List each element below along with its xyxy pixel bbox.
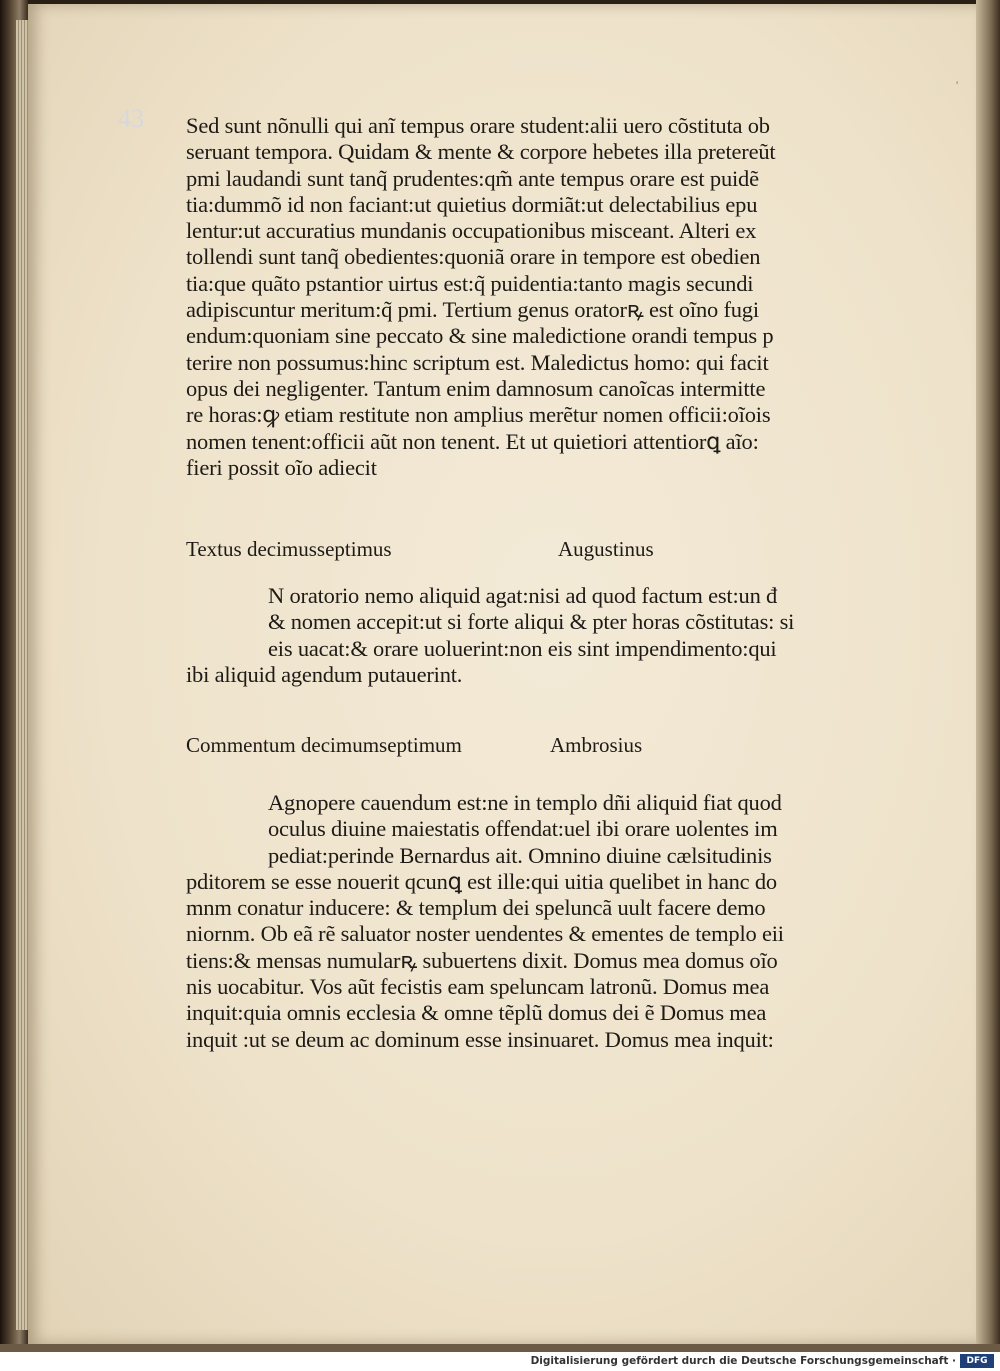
body-line: pmi laudandi sunt tanq̃ prudentes:qm̃ ante tempus orare est puidẽ xyxy=(186,165,759,191)
margin-mark: ' xyxy=(956,78,959,92)
comment-line: nis uocabitur. Vos aũt fecistis eam speluncam latronũ. Domus mea xyxy=(186,974,770,1000)
footer-credit: Digitalisierung gefördert durch die Deutsche Forschungsgemeinschaft · xyxy=(530,1355,956,1367)
body-line: nomen tenent:officii aũt non tenent. Et ut quietiori attentiorꝗ aĩo: xyxy=(186,428,759,454)
body-paragraph xyxy=(186,113,836,481)
body-line: opus dei negligenter. Tantum enim damnosum canoĩcas intermitte xyxy=(186,375,766,401)
comment-line: pediat:perinde Bernardus ait. Omnino diuine cælsitudinis xyxy=(268,842,772,868)
body-line: lentur:ut accuratius mundanis occupationibus misceant. Alteri ex xyxy=(186,218,757,244)
body-line: endum:quoniam sine peccato & sine maledictione orandi tempus p xyxy=(186,323,774,349)
comment-line: mnm conatur inducere: & templum dei speluncã uult facere demo xyxy=(186,895,766,921)
body-line: seruant tempora. Quidam & mente & corpore hebetes illa pretereũt xyxy=(186,139,776,165)
book-edge-right xyxy=(976,0,1000,1350)
show-through-text xyxy=(560,505,830,529)
body-line: tia:que quãto pstantior uirtus est:q̃ puidentia:tanto magis secundi xyxy=(186,270,754,296)
rule-line: eis uacat:& orare uoluerint:non eis sint impendimento:qui xyxy=(268,635,777,661)
heading-right: Ambrosius xyxy=(550,733,643,757)
heading-left: Commentum decimumseptimum xyxy=(186,733,462,757)
comment-line: oculus diuine maiestatis offendat:uel ibi orare uolentes im xyxy=(268,816,778,842)
heading-right: Augustinus xyxy=(558,537,654,561)
comment-line: niornm. Ob eã rẽ saluator noster uendentes & ementes de templo eii xyxy=(186,921,784,947)
comment-line: tiens:& mensas numularꝶ subuertens dixit. Domus mea domus oĩo xyxy=(186,947,778,973)
book-edge-bottom xyxy=(0,1344,1000,1352)
body-line: fieri possit oĩo adiecit xyxy=(186,454,377,480)
dfg-logo: DFG xyxy=(960,1354,994,1368)
rule-line: & nomen accepit:ut si forte aliqui & pter horas cõstitutas: si xyxy=(268,609,795,635)
rule-line: N oratorio nemo aliquid agat:nisi ad quod factum est:un đ xyxy=(268,583,778,608)
body-line: tollendi sunt tanq̃ obedientes:quoniã orare in tempore est obedien xyxy=(186,244,761,270)
rule-line: ibi aliquid agendum putauerint. xyxy=(186,661,463,687)
comment-line: pditorem se esse nouerit qcunꝗ est ille:qui uitia quelibet in hanc do xyxy=(186,868,777,894)
comment-line: Agnopere cauendum est:ne in templo dñi aliquid fiat quod xyxy=(268,790,782,815)
comment-line: inquit:quia omnis ecclesia & omne tẽplũ domus dei ẽ Domus mea xyxy=(186,1000,767,1026)
comment-line: inquit :ut se deum ac dominum esse insinuaret. Domus mea inquit: xyxy=(186,1026,774,1052)
body-line: tia:dummõ id non faciant:ut quietius dormiãt:ut delectabilius epu xyxy=(186,191,758,217)
body-line: Sed sunt nõnulli qui anĩ tempus orare student:alii uero cõstituta ob xyxy=(186,113,770,138)
heading-left: Textus decimusseptimus xyxy=(186,537,392,561)
rule-text-paragraph xyxy=(186,583,836,688)
commentary-paragraph xyxy=(186,790,836,1053)
folio-number: 43 xyxy=(118,104,144,133)
body-line: adipiscuntur meritum:q̃ pmi. Tertium genus oratorꝶ est oĩno fugi xyxy=(186,297,759,323)
body-line: terire non possumus:hinc scriptum est. Maledictus homo: qui facit xyxy=(186,349,769,375)
body-line: re horas:ꝙ etiam restitute non amplius merẽtur nomen officii:oĩois xyxy=(186,402,771,428)
